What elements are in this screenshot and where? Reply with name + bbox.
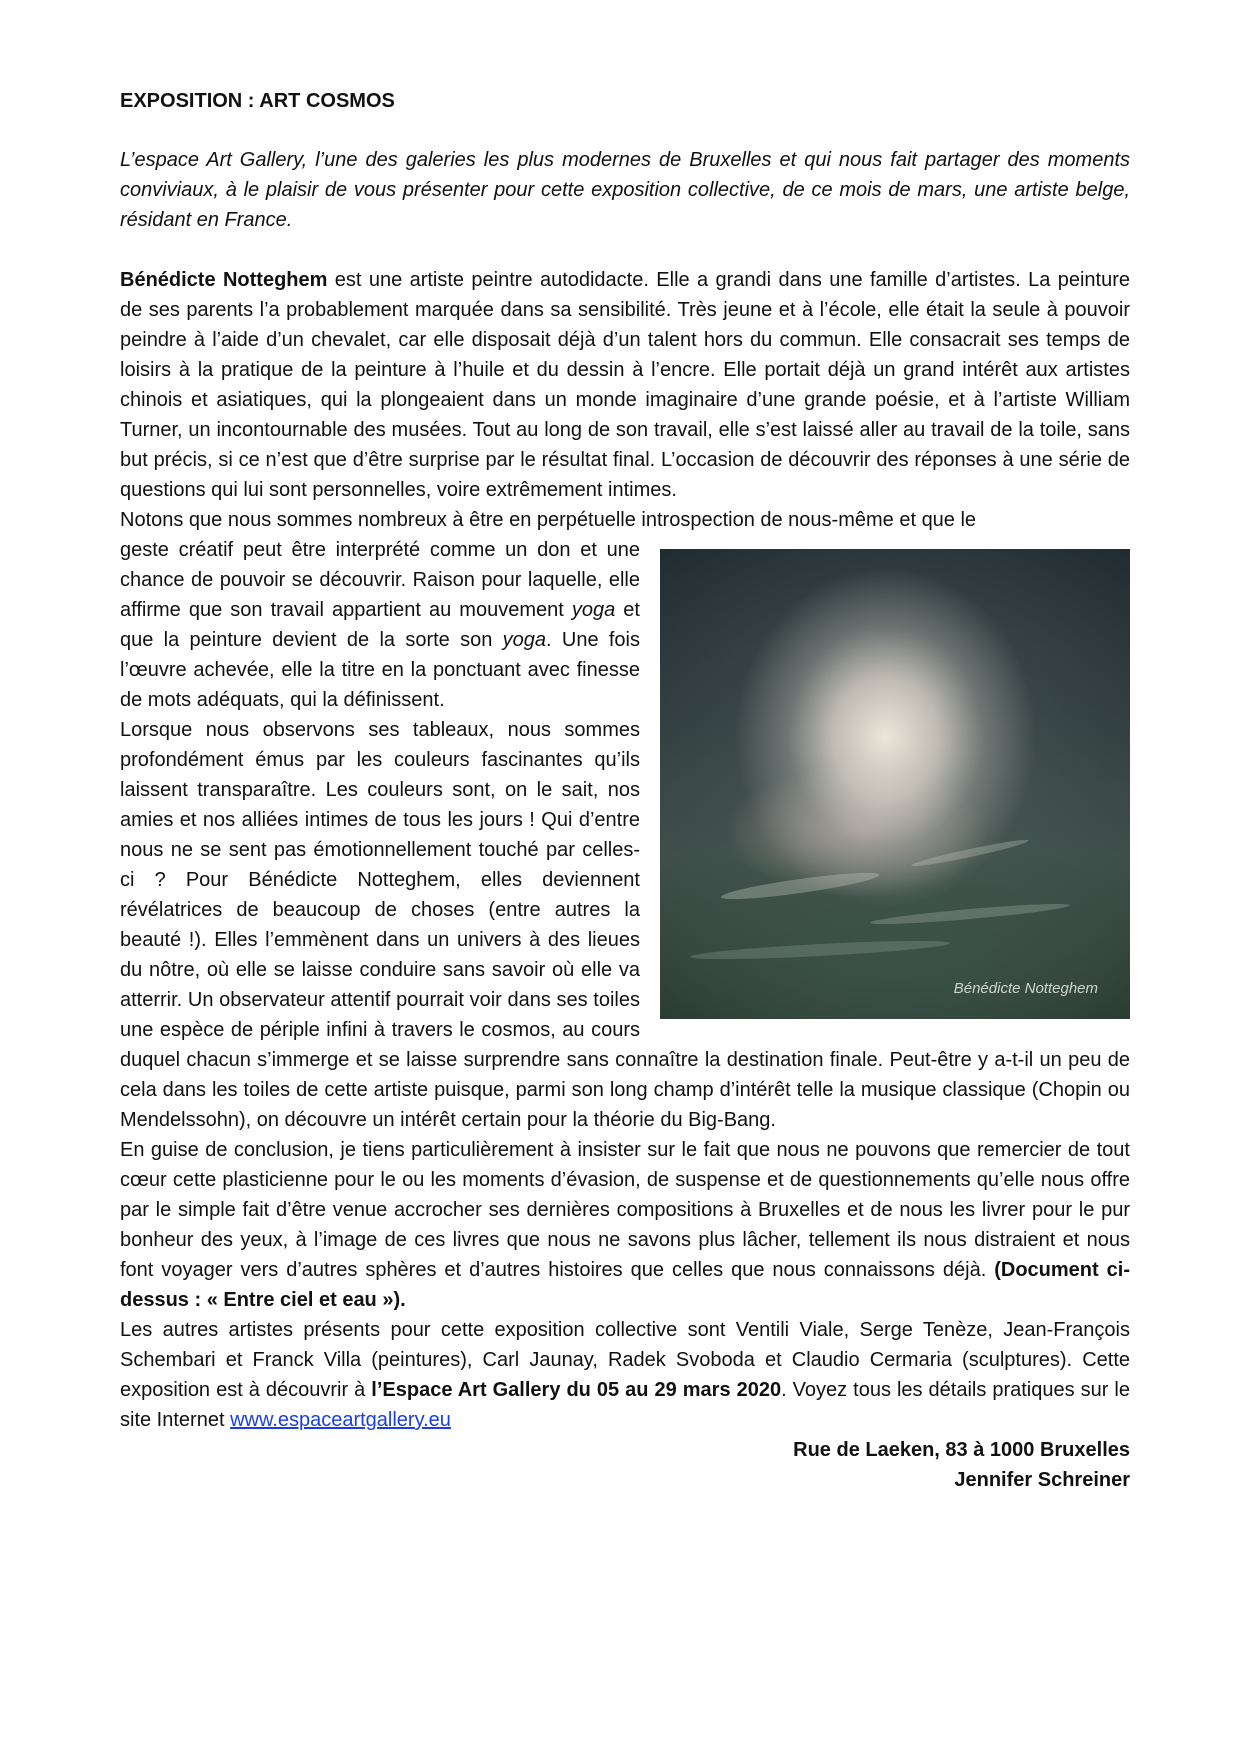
colors-paragraph: Lorsque nous observons ses tableaux, nous sommes profondément émus par les couleurs fascinantes qu’ils laissent transparaître. Les couleurs sont, on le sait, nos amies et nos alliées intimes de tous les jours ! Qui d’entre nous ne se sent pas émotionnellement touché par celles-ci ? Pour Bénédicte Notteghem, elles deviennent révélatrices de beaucoup de choses (entre autres la beauté !). Elles l’emmènent dans un univers à des lieues du nôtre, où elle se laisse conduire sans savoir où elle va atterrir. Un observateur attentif pourrait voir dans ses toiles une espèce de périple infini à travers le cosmos, au cours duquel chacun s’immerge et se laisse surprendre sans connaître la destination finale. Peut-être y a-t-il un peu de cela dans les toiles de cette artiste puisque, parmi son long champ d’intérêt telle la musique classique (Chopin ou Mendelssohn), on découvre un intérêt certain pour la théorie du Big-Bang. <box>120 719 1130 1131</box>
yoga-word-1: yoga <box>571 599 616 621</box>
gallery-address: Rue de Laeken, 83 à 1000 Bruxelles <box>793 1439 1130 1461</box>
exhibition-dates: l’Espace Art Gallery du 05 au 29 mars 2020 <box>371 1379 782 1401</box>
conclusion-text: En guise de conclusion, je tiens particulièrement à insister sur le fait que nous ne pouvons que remercier de tout cœur cette plasticienne pour le ou les moments d’évasion, de suspense et de questionnements qu’elle nous offre par le simple fait d’être venue accrocher ses dernières compositions à Bruxelles et de nous les livrer pour le pur bonheur des yeux, à l’image de ces livres que nous ne savons plus lâcher, tellement ils nous distraient et nous font voyager vers d’autres sphères et d’autres histoires que celles que nous connaissons déjà. <box>120 1139 1130 1281</box>
website-intro-text: . Voyez tous les détails pratiques sur le site Internet <box>120 1379 1130 1431</box>
article-title: EXPOSITION : ART COSMOS <box>120 90 395 112</box>
artist-bio-paragraph <box>120 265 1130 505</box>
artist-bio-text: est une artiste peintre autodidacte. Elle a grandi dans une famille d’artistes. La peinture de ses parents l’a probablement marquée dans sa sensibilité. Très jeune et à l’école, elle était la seule à pouvoir peindre à l’aide d’un chevalet, car elle disposait déjà d’un talent hors du commun. Elle consacrait ses temps de loisirs à la pratique de la peinture à l’huile et du dessin à l’encre. Elle portait déjà un grand intérêt aux artistes chinois et asiatiques, qui la plongeaient dans un monde imaginaire d’une grande poésie, et à l’artiste William Turner, un incontournable des musées. Tout au long de son travail, elle s’est laissé aller au travail de la toile, sans but précis, si ce n’est que d’être surprise par le résultat final. L’occasion de découvrir des réponses à une série de questions qui lui sont personnelles, voire extrêmement intimes. <box>120 269 1130 501</box>
author-name: Jennifer Schreiner <box>954 1469 1130 1491</box>
website-link[interactable]: www.espaceartgallery.eu <box>230 1409 451 1431</box>
intro-paragraph: L’espace Art Gallery, l’une des galeries les plus modernes de Bruxelles et qui nous fait partager des moments conviviaux, à le plaisir de vous présenter pour cette exposition collective, de ce mois de mars, une artiste belge, résidant en France. <box>120 149 1130 231</box>
article <box>120 86 1130 1495</box>
yoga-text-1: geste créatif peut être interprété comme un don et une chance de pouvoir se découvrir. Raison pour laquelle, elle affirme que son travail appartient au mouvement <box>120 539 640 621</box>
yoga-text-2: et que la peinture devient de la sorte son <box>120 599 640 651</box>
yoga-word-2: yoga <box>502 629 547 651</box>
document-caption: (Document ci-dessus : « Entre ciel et eau »). <box>120 1259 1130 1311</box>
artist-name: Bénédicte Notteghem <box>120 269 328 291</box>
painting-image <box>660 549 1130 1019</box>
other-artists-paragraph <box>120 1315 1130 1435</box>
painting-signature: Bénédicte Notteghem <box>953 980 1098 997</box>
conclusion-paragraph <box>120 1135 1130 1315</box>
introspection-first-line: Notons que nous sommes nombreux à être en perpétuelle introspection de nous-même et que le <box>120 509 977 531</box>
yoga-text-3: . Une fois l’œuvre achevée, elle la titre en la ponctuant avec finesse de mots adéquats, qui la définissent. <box>120 629 640 711</box>
other-artists-text: Les autres artistes présents pour cette exposition collective sont Ventili Viale, Serge Tenèze, Jean-François Schembari et Franck Villa (peintures), Carl Jaunay, Radek Svoboda et Claudio Cermaria (sculptures). Cette exposition est à découvrir à <box>120 1319 1130 1401</box>
